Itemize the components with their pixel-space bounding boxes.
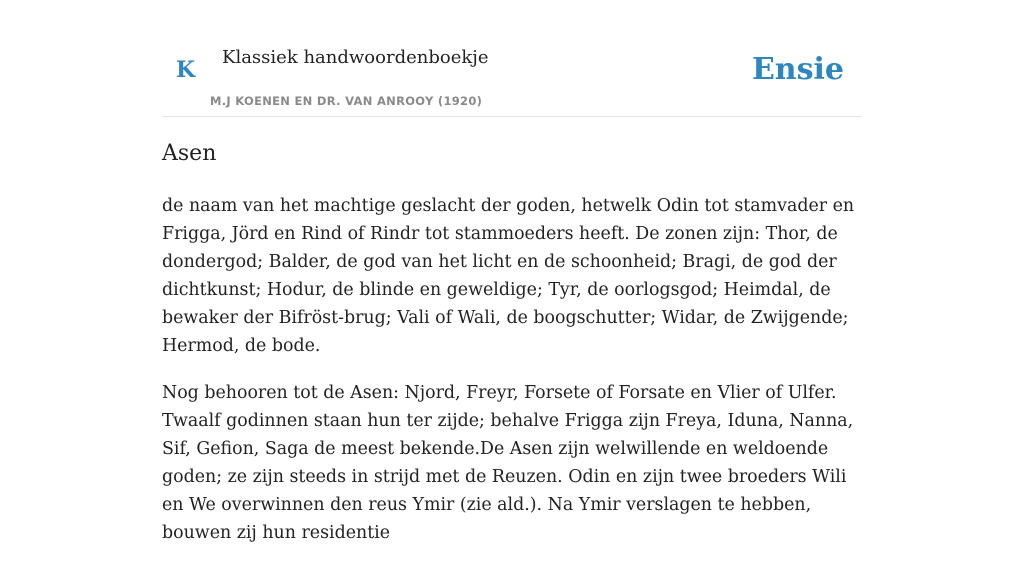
dictionary-icon[interactable]: K [176,57,196,83]
ensie-logo[interactable]: Ensie [751,52,844,87]
dictionary-header [162,0,862,117]
entry-paragraph: de naam van het machtige geslacht der goden, hetwelk Odin tot stamvader en Frigga, Jörd en Rind of Rindr tot stammoeders heeft. De zonen zijn: Thor, de dondergod; Balder, de god van het licht en de schoonheid; Bragi, de god der dichtkunst; Hodur, de blinde en geweldige; Tyr, de oorlogsgod; Heimdal, de bewaker der Bifröst-brug; Vali of Wali, de boogschutter; Widar, de Zwijgende; Hermod, de bode. [162,196,855,356]
dictionary-title[interactable]: Klassiek handwoordenboekje [222,47,489,68]
page [162,0,862,543]
entry-title: Asen [162,141,217,166]
dictionary-authors: M.J KOENEN EN DR. VAN ANROOY (1920) [210,94,483,108]
entry-paragraph: Nog behooren tot de Asen: Njord, Freyr, Forsete of Forsate en Vlier of Ulfer. Twaalf godinnen staan hun ter zijde; behalve Frigga zijn Freya, Iduna, Nanna, Sif, Gefion, Saga de meest bekende.De Asen zijn welwillende en weldoende goden; ze zijn steeds in strijd met de Reuzen. Odin en zijn twee broeders Wili en We overwinnen den reus Ymir (zie ald.). Na Ymir verslagen te hebben, bouwen zij hun residentie [162,383,854,543]
entry-body [162,192,864,566]
